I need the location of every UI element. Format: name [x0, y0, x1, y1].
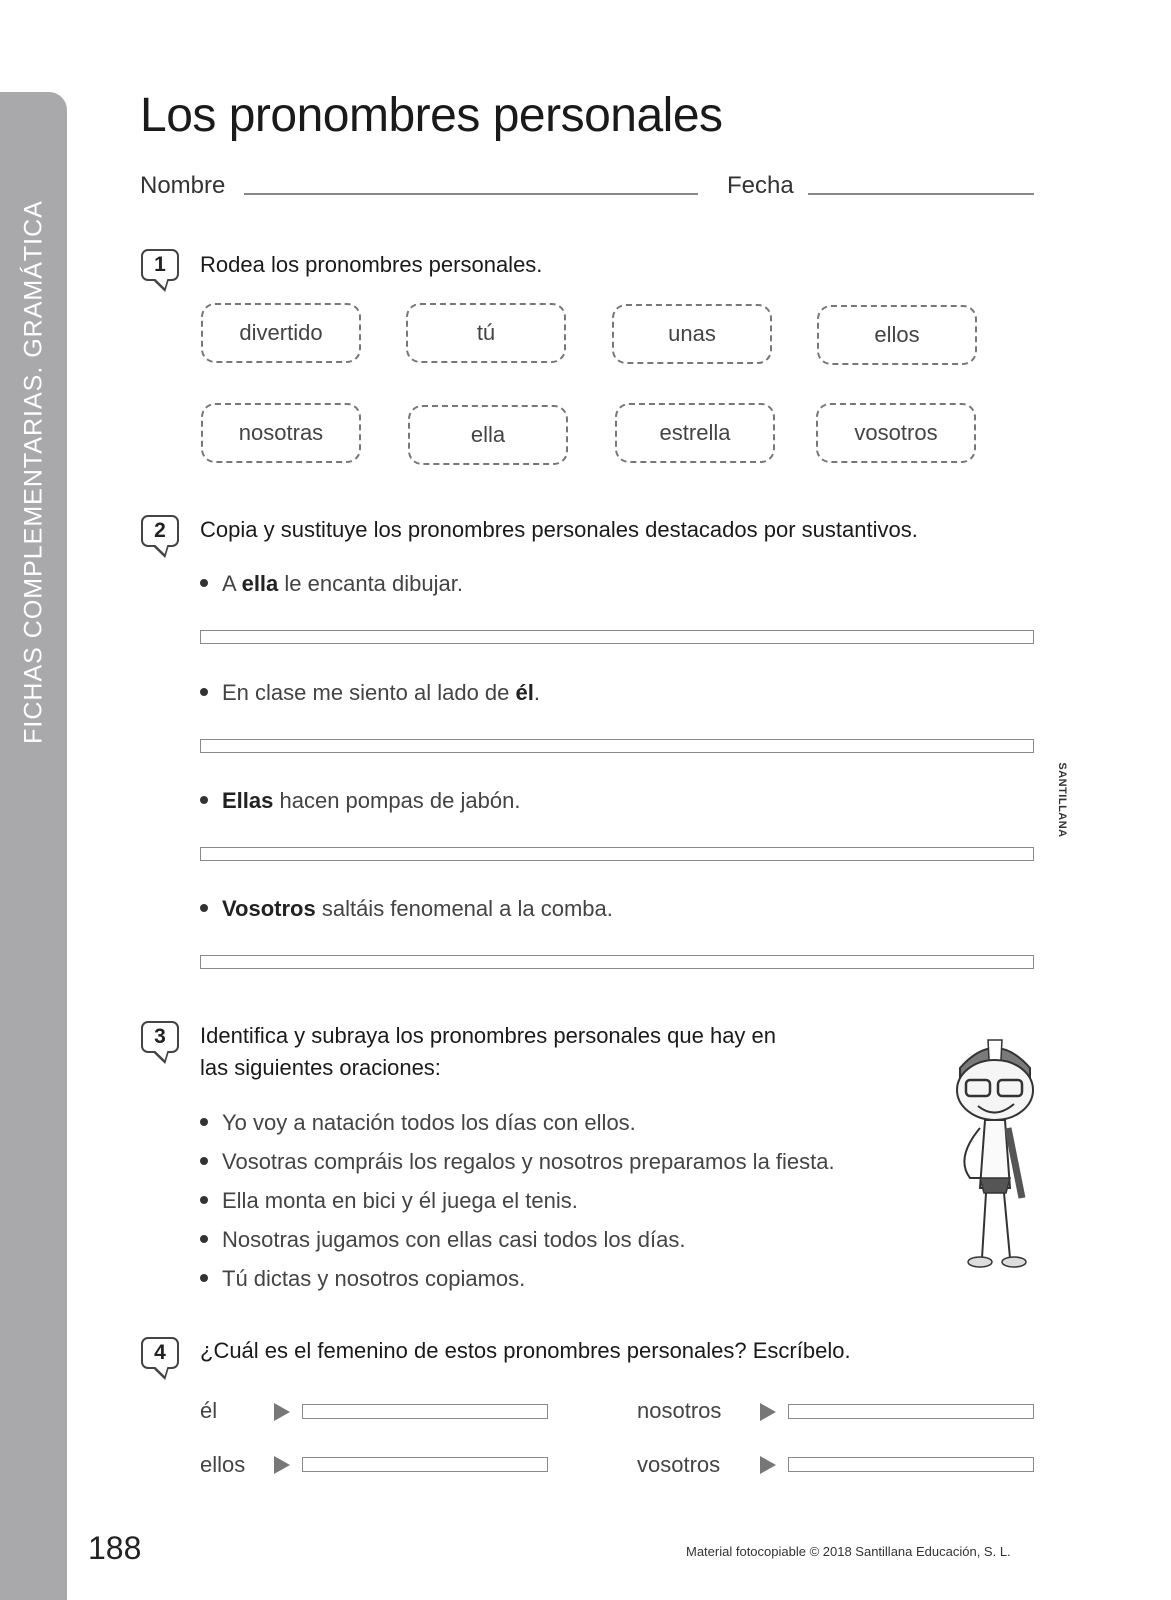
swimmer-boy-illustration: [930, 1028, 1060, 1278]
bullet-icon: [200, 1274, 208, 1282]
answer-field[interactable]: [200, 847, 1034, 861]
sentence-item: Ella monta en bici y él juega el tenis.: [200, 1188, 578, 1214]
bullet-icon: [200, 1196, 208, 1204]
bullet-icon: [200, 579, 208, 587]
exercise-2-item: A ella le encanta dibujar.: [200, 571, 463, 597]
bullet-icon: [200, 904, 208, 912]
word-option[interactable]: tú: [406, 303, 566, 363]
word-option[interactable]: divertido: [201, 303, 361, 363]
word-option[interactable]: ella: [408, 405, 568, 465]
bullet-icon: [200, 1235, 208, 1243]
answer-field[interactable]: [200, 739, 1034, 753]
exercise-1-instruction: Rodea los pronombres personales.: [200, 252, 543, 277]
date-label: Fecha: [727, 172, 794, 199]
sentence-item: Tú dictas y nosotros copiamos.: [200, 1266, 525, 1292]
copyright-notice: Material fotocopiable © 2018 Santillana Educación, S. L.: [686, 1544, 1011, 1559]
feminine-answer-field[interactable]: [788, 1404, 1034, 1419]
bullet-icon: [200, 688, 208, 696]
exercise-3-badge: 3: [141, 1021, 179, 1053]
page-number: 188: [88, 1530, 142, 1566]
bullet-icon: [200, 796, 208, 804]
bullet-icon: [200, 1118, 208, 1126]
arrow-right-icon: [274, 1403, 290, 1421]
exercise-2-item: En clase me siento al lado de él.: [200, 680, 540, 706]
exercise-2-instruction: Copia y sustituye los pronombres personales destacados por sustantivos.: [200, 517, 918, 542]
pronoun-label: ellos: [200, 1452, 246, 1477]
feminine-answer-field[interactable]: [302, 1457, 548, 1472]
name-label: Nombre: [140, 172, 226, 199]
pronoun-label: nosotros: [637, 1398, 722, 1423]
answer-field[interactable]: [200, 955, 1034, 969]
sidebar-label: FICHAS COMPLEMENTARIAS. GRAMÁTICA: [19, 200, 48, 744]
arrow-right-icon: [274, 1456, 290, 1474]
date-field[interactable]: [808, 193, 1034, 195]
sentence-item: Yo voy a natación todos los días con ellos.: [200, 1110, 636, 1136]
feminine-answer-field[interactable]: [302, 1404, 548, 1419]
exercise-4-instruction: ¿Cuál es el femenino de estos pronombres personales? Escríbelo.: [200, 1338, 851, 1363]
pronoun-label: vosotros: [637, 1452, 721, 1477]
word-option[interactable]: vosotros: [816, 403, 976, 463]
answer-field[interactable]: [200, 630, 1034, 644]
exercise-3-instruction: Identifica y subraya los pronombres personales que hay en las siguientes oraciones:: [200, 1023, 777, 1080]
word-option[interactable]: estrella: [615, 403, 775, 463]
arrow-right-icon: [760, 1403, 776, 1421]
sentence-item: Nosotras jugamos con ellas casi todos los días.: [200, 1227, 685, 1253]
feminine-answer-field[interactable]: [788, 1457, 1034, 1472]
word-option[interactable]: ellos: [817, 305, 977, 365]
exercise-2-item: Ellas hacen pompas de jabón.: [200, 788, 520, 814]
page-title: Los pronombres personales: [140, 89, 723, 142]
sidebar-tab: [0, 92, 67, 1600]
arrow-right-icon: [760, 1456, 776, 1474]
exercise-2-badge: 2: [141, 515, 179, 547]
exercise-2-item: Vosotros saltáis fenomenal a la comba.: [200, 896, 613, 922]
sentence-item: Vosotras compráis los regalos y nosotros preparamos la fiesta.: [200, 1149, 835, 1175]
exercise-1-badge: 1: [141, 249, 179, 281]
publisher-label: SANTILLANA: [1056, 762, 1068, 838]
name-field[interactable]: [244, 193, 698, 195]
word-option[interactable]: unas: [612, 304, 772, 364]
bullet-icon: [200, 1157, 208, 1165]
word-option[interactable]: nosotras: [201, 403, 361, 463]
pronoun-label: él: [200, 1398, 218, 1423]
exercise-4-badge: 4: [141, 1337, 179, 1369]
